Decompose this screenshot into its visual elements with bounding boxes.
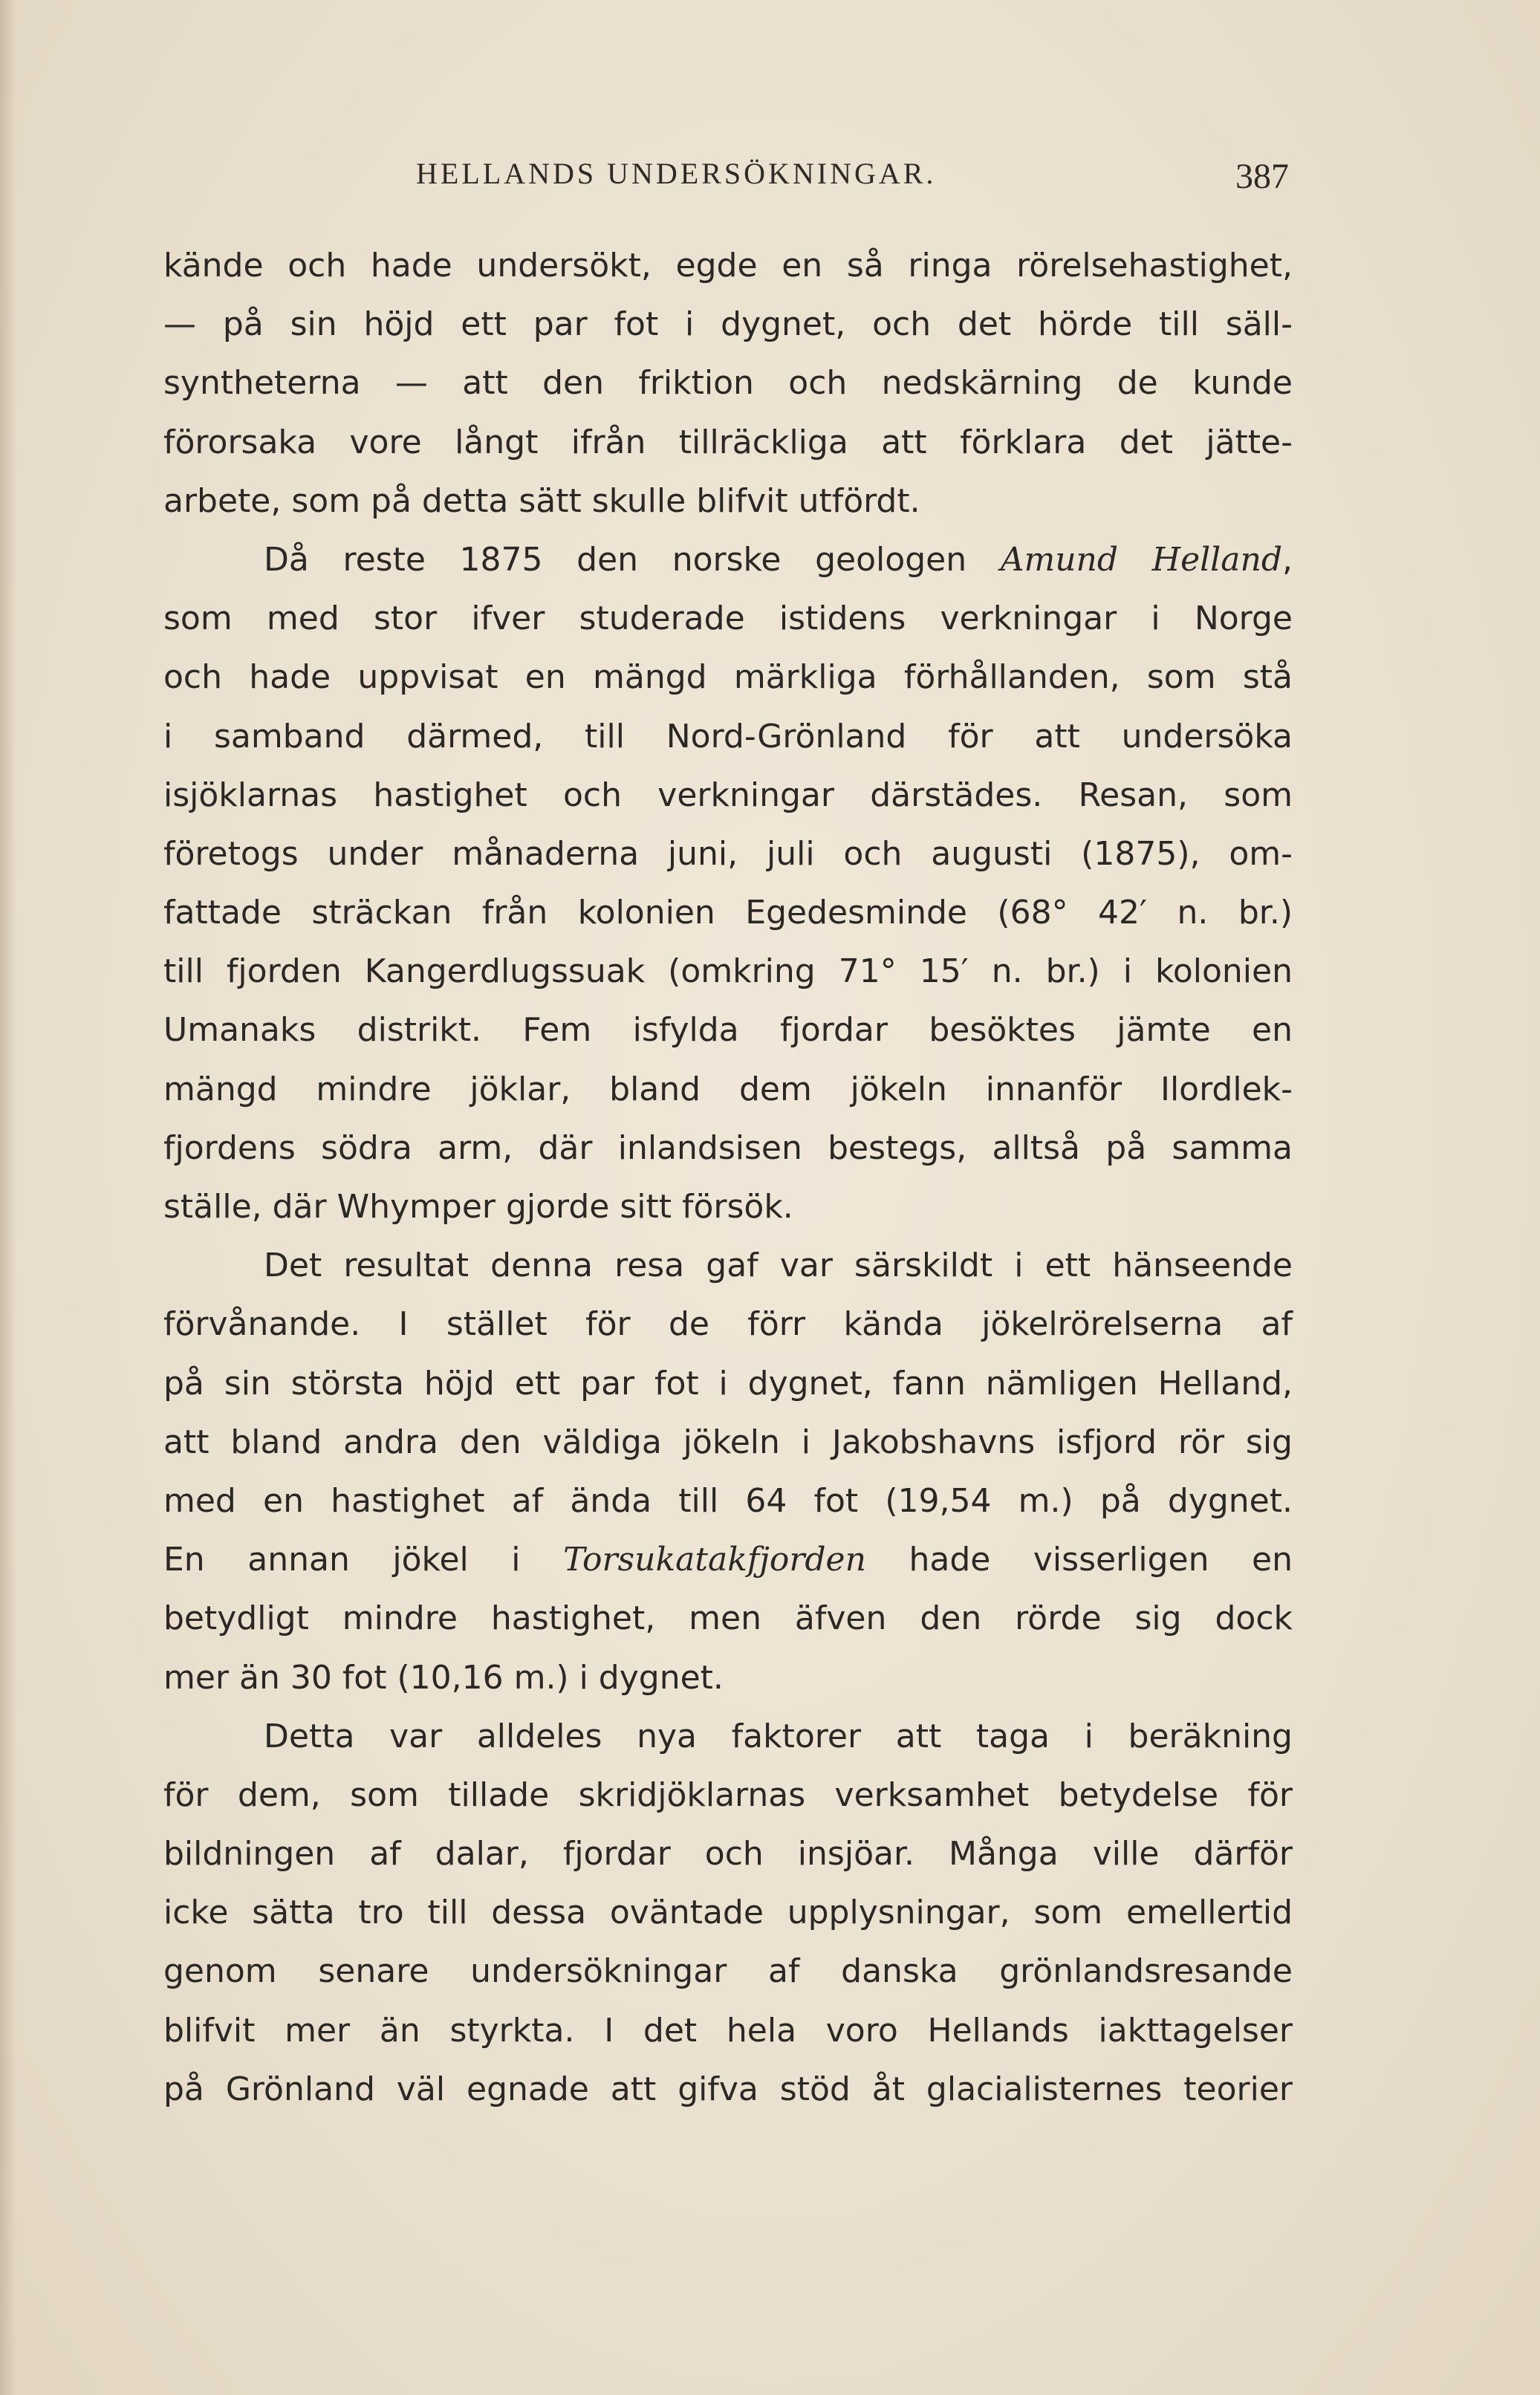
page-header [416, 156, 1289, 201]
text-line: kände och hade undersökt, egde en så ringa rörelsehastighet, [163, 247, 1293, 285]
text-line: betydligt mindre hastighet, men äfven den rörde sig dock [163, 1599, 1293, 1638]
text-line: icke sätta tro till dessa oväntade upplysningar, som emellertid [163, 1894, 1293, 1932]
text-line: med en hastighet af ända till 64 fot (19,54 m.) på dygnet. [163, 1481, 1293, 1520]
text-line: Detta var alldeles nya faktorer att taga i beräkning [264, 1717, 1293, 1755]
text-line: blifvit mer än styrkta. I det hela voro Hellands iakttagelser [163, 2011, 1293, 2050]
text-line: mängd mindre jöklar, bland dem jökeln innanför Ilordlek- [163, 1070, 1293, 1108]
text-line: förorsaka vore långt ifrån tillräckliga att förklara det jätte- [163, 423, 1293, 461]
text-line: fattade sträckan från kolonien Egedesminde (68° 42′ n. br.) [163, 894, 1293, 932]
text-line: mer än 30 fot (10,16 m.) i dygnet. [163, 1658, 724, 1697]
text-line: syntheterna — att den friktion och nedskärning de kunde [163, 364, 1293, 403]
text-line: bildningen af dalar, fjordar och insjöar. Många ville därför [163, 1835, 1293, 1874]
text-line: företogs under månaderna juni, juli och augusti (1875), om- [163, 834, 1293, 873]
spine-shadow [0, 0, 16, 2395]
text-line: att bland andra den väldiga jökeln i Jakobshavns isfjord rör sig [163, 1423, 1293, 1461]
text-segment: Då reste 1875 den norske geologen [264, 540, 1001, 579]
text-line: för dem, som tillade skridjöklarnas verksamhet betydelse för [163, 1775, 1293, 1814]
text-line: förvånande. I stället för de förr kända jökelrörelserna af [163, 1305, 1293, 1344]
text-line: Det resultat denna resa gaf var särskildt i ett hänseende [264, 1247, 1293, 1285]
text-line: genom senare undersökningar af danska grönlandsresande [163, 1952, 1293, 1991]
page-number: 387 [1235, 157, 1289, 196]
running-head: HELLANDS UNDERSÖKNINGAR. [416, 157, 937, 190]
body-text [163, 236, 1293, 2119]
text-line: fjordens södra arm, där inlandsisen bestegs, alltså på samma [163, 1128, 1293, 1167]
text-line [163, 530, 1293, 589]
text-line: och hade uppvisat en mängd märkliga förhållanden, som stå [163, 658, 1293, 697]
text-line: — på sin höjd ett par fot i dygnet, och det hörde till säll- [163, 305, 1293, 344]
italic-name: Torsukatakfjorden [563, 1541, 866, 1579]
text-segment: En annan jökel i [163, 1541, 564, 1579]
text-segment: , [1282, 540, 1293, 579]
text-segment: hade visserligen en [865, 1541, 1293, 1579]
text-line: arbete, som på detta sätt skulle blifvit utfördt. [163, 481, 920, 520]
text-line: som med stor ifver studerade istidens verkningar i Norge [163, 599, 1293, 638]
text-line: på Grönland väl egnade att gifva stöd åt glacialisternes teorier [163, 2070, 1293, 2108]
italic-name: Amund Helland [1000, 540, 1282, 579]
text-line: isjöklarnas hastighet och verkningar därstädes. Resan, som [163, 776, 1293, 814]
text-line: på sin största höjd ett par fot i dygnet, fann nämligen Helland, [163, 1364, 1293, 1403]
text-line: till fjorden Kangerdlugssuak (omkring 71° 15′ n. br.) i kolonien [163, 952, 1293, 991]
text-line [163, 1530, 1293, 1589]
text-line: ställe, där Whymper gjorde sitt försök. [163, 1188, 793, 1226]
text-line: i samband därmed, till Nord-Grönland för att undersöka [163, 717, 1293, 755]
text-line: Umanaks distrikt. Fem isfylda fjordar besöktes jämte en [163, 1011, 1293, 1050]
